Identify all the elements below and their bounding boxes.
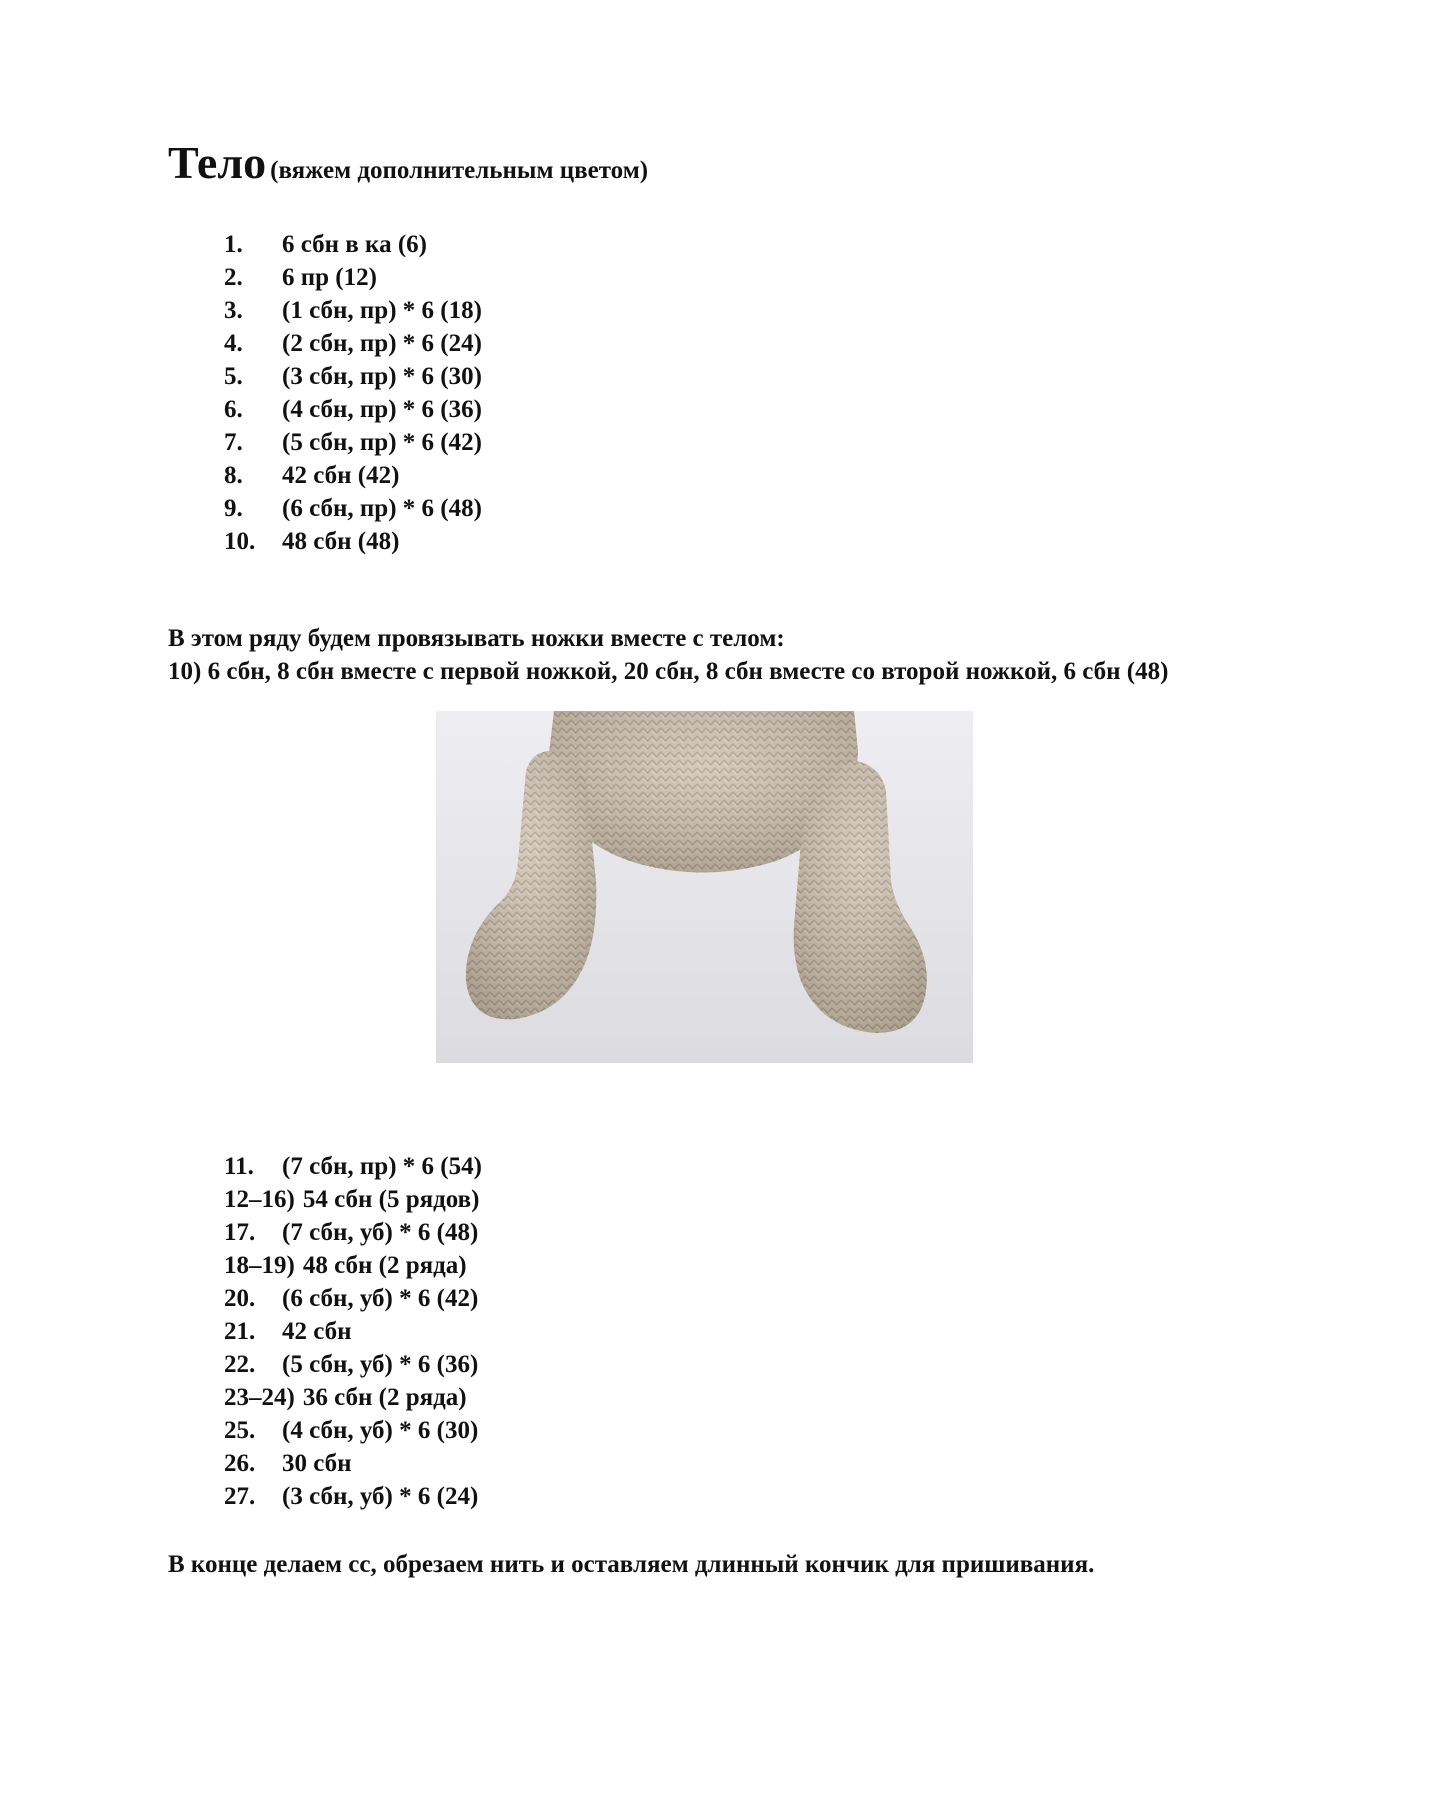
row-item bbox=[224, 1249, 482, 1282]
row-number: 22. bbox=[224, 1351, 256, 1378]
row-number: 11. bbox=[224, 1153, 254, 1180]
row-number: 10. bbox=[224, 528, 256, 555]
row-number: 1. bbox=[224, 231, 243, 258]
row-item bbox=[224, 294, 482, 327]
row-number: 21. bbox=[224, 1318, 256, 1345]
rows-list-part2 bbox=[224, 1150, 482, 1513]
row-number: 2. bbox=[224, 264, 243, 291]
row-text: 6 сбн в ка (6) bbox=[282, 231, 427, 258]
legs-instruction bbox=[168, 622, 1278, 688]
title-main: Тело bbox=[168, 137, 267, 188]
row-item bbox=[224, 1183, 482, 1216]
row-text: 54 сбн (5 рядов) bbox=[302, 1186, 480, 1213]
row-number: 5. bbox=[224, 363, 243, 390]
row-number: 8. bbox=[224, 462, 243, 489]
section-title bbox=[168, 136, 648, 189]
row-item bbox=[224, 1447, 482, 1480]
row-number: 6. bbox=[224, 396, 243, 423]
title-subtitle: (вяжем дополнительным цветом) bbox=[270, 157, 649, 184]
row-number: 17. bbox=[224, 1219, 256, 1246]
row-text: (7 сбн, уб) * 6 (48) bbox=[282, 1219, 479, 1246]
row-number: 27. bbox=[224, 1483, 256, 1510]
row-number: 7. bbox=[224, 429, 243, 456]
row-number: 9. bbox=[224, 495, 243, 522]
row-number: 23–24) bbox=[224, 1384, 295, 1411]
row-item bbox=[224, 1315, 482, 1348]
row-number: 25. bbox=[224, 1417, 256, 1444]
row-number: 12–16) bbox=[224, 1186, 295, 1213]
row-number: 3. bbox=[224, 297, 243, 324]
row-item bbox=[224, 426, 482, 459]
rows-list-part1 bbox=[224, 228, 482, 558]
row-text: (5 сбн, уб) * 6 (36) bbox=[282, 1351, 479, 1378]
row-item bbox=[224, 525, 482, 558]
row-text: (2 сбн, пр) * 6 (24) bbox=[282, 330, 482, 357]
row-text: 48 сбн (48) bbox=[282, 528, 400, 555]
row-item bbox=[224, 1348, 482, 1381]
row-item bbox=[224, 1282, 482, 1315]
row-text: (3 сбн, пр) * 6 (30) bbox=[282, 363, 482, 390]
legs-instruction-row: 10) 6 сбн, 8 сбн вместе с первой ножкой, 20 сбн, 8 сбн вместе со второй ножкой, 6 сбн (48) bbox=[168, 658, 1169, 685]
row-text: (4 сбн, уб) * 6 (30) bbox=[282, 1417, 479, 1444]
row-number: 4. bbox=[224, 330, 243, 357]
row-item bbox=[224, 327, 482, 360]
row-number: 26. bbox=[224, 1450, 256, 1477]
row-item bbox=[224, 1480, 482, 1513]
row-text: 6 пр (12) bbox=[282, 264, 377, 291]
row-number: 18–19) bbox=[224, 1252, 295, 1279]
row-item bbox=[224, 1381, 482, 1414]
row-item bbox=[224, 459, 482, 492]
row-text: 48 сбн (2 ряда) bbox=[302, 1252, 467, 1279]
row-item bbox=[224, 492, 482, 525]
row-text: (7 сбн, пр) * 6 (54) bbox=[282, 1153, 482, 1180]
legs-instruction-intro: В этом ряду будем провязывать ножки вместе с телом: bbox=[168, 625, 785, 652]
row-text: 36 сбн (2 ряда) bbox=[302, 1384, 467, 1411]
row-item bbox=[224, 228, 482, 261]
row-text: (6 сбн, уб) * 6 (42) bbox=[282, 1285, 479, 1312]
row-text: 42 сбн (42) bbox=[282, 462, 400, 489]
row-text: (4 сбн, пр) * 6 (36) bbox=[282, 396, 482, 423]
row-item bbox=[224, 261, 482, 294]
row-text: (1 сбн, пр) * 6 (18) bbox=[282, 297, 482, 324]
closing-instruction: В конце делаем сс, обрезаем нить и оставляем длинный кончик для пришивания. bbox=[168, 1551, 1095, 1578]
row-text: 42 сбн bbox=[282, 1318, 352, 1345]
row-item bbox=[224, 360, 482, 393]
row-item bbox=[224, 393, 482, 426]
row-text: (3 сбн, уб) * 6 (24) bbox=[282, 1483, 479, 1510]
row-number: 20. bbox=[224, 1285, 256, 1312]
row-text: (6 сбн, пр) * 6 (48) bbox=[282, 495, 482, 522]
row-text: (5 сбн, пр) * 6 (42) bbox=[282, 429, 482, 456]
row-text: 30 сбн bbox=[282, 1450, 352, 1477]
row-item bbox=[224, 1216, 482, 1249]
row-item bbox=[224, 1150, 482, 1183]
crochet-photo bbox=[436, 711, 973, 1063]
row-item bbox=[224, 1414, 482, 1447]
